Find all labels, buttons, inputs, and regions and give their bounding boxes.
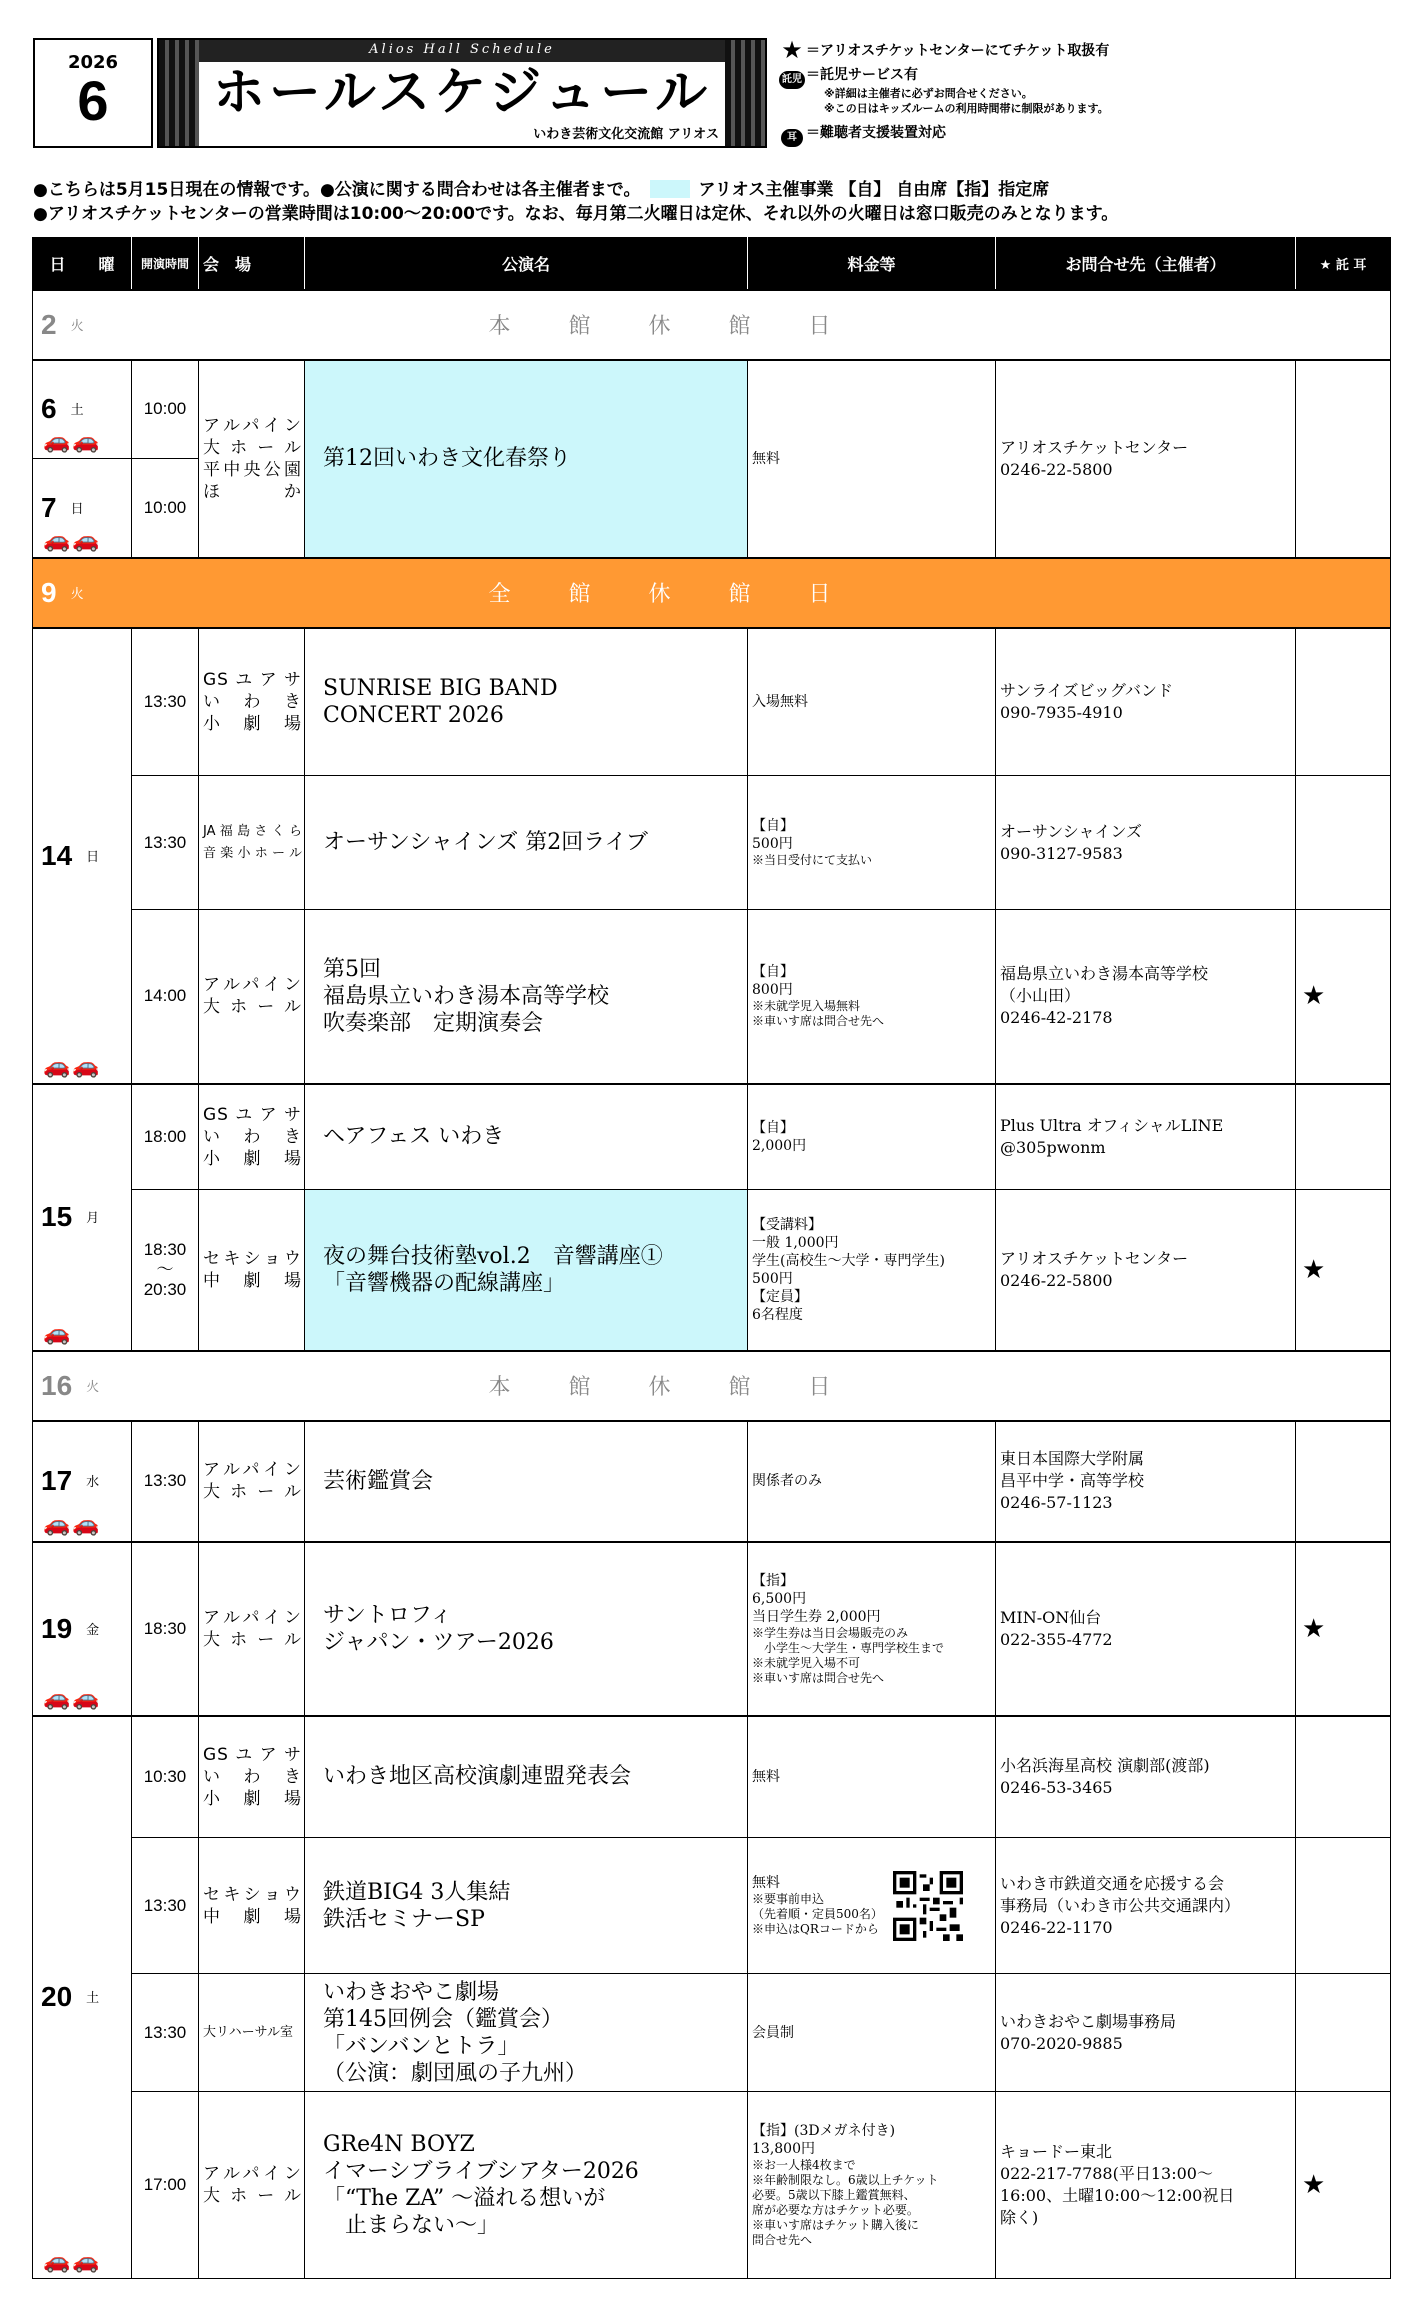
table-cell <box>132 1190 199 1351</box>
car-icon: 🚗🚗 <box>43 429 102 454</box>
text-contact-2: 0246-57-1123 <box>1000 1493 1113 1512</box>
text-price_note-1: 小学生〜大学生・専門学校生まで <box>752 1640 945 1655</box>
table-cell <box>33 558 199 628</box>
qr-code-icon[interactable] <box>893 1871 963 1941</box>
text-d17-time: 13:30 <box>132 1421 199 1542</box>
text-venue-1: いわき <box>203 1126 302 1147</box>
table-cell <box>996 1421 1296 1542</box>
text-contact-1: 昌平中学・高等学校 <box>1000 1471 1145 1490</box>
text-e15a-time: 18:00 <box>132 1084 199 1190</box>
legend-hearing-text: ＝難聴者支援装置対応 <box>806 125 946 141</box>
note-line1b: アリオス主催事業 【自】 自由席【指】指定席 <box>698 180 1050 200</box>
text-price_note-2: ※申込はQRコードから <box>752 1922 879 1936</box>
hearing-support-icon: 耳 <box>781 129 803 147</box>
table-row <box>33 1421 1391 1542</box>
text-price_note-4: ※車いす席はチケット購入後に <box>752 2218 919 2232</box>
ticket-star-icon: ★ <box>1296 2092 1391 2279</box>
table-cell <box>1296 776 1391 910</box>
table-cell <box>996 910 1296 1084</box>
banner-subtitle: いわき芸術文化交流館 アリオス <box>533 127 719 142</box>
closed-text: 本館休館日 <box>199 290 1391 360</box>
table-cell <box>305 2092 748 2279</box>
text-contact-2: 0246-42-2178 <box>1000 1008 1113 1028</box>
text-venue-0: セキショウ <box>203 1248 302 1269</box>
text-venue-1: 中劇場 <box>203 1906 302 1927</box>
text-price-5: 6名程度 <box>752 1306 803 1323</box>
table-cell <box>305 1838 748 1974</box>
text-e15a-name: ヘアフェス いわき <box>305 1084 748 1190</box>
text-contact-0: アリオスチケットセンター <box>1000 437 1189 457</box>
text-name-1: ジャパン・ツアー2026 <box>323 1629 554 1655</box>
text-venue-1: 音楽小ホール <box>203 845 302 861</box>
car-icon: 🚗🚗 <box>43 2249 102 2274</box>
text-e20a-price: 無料 <box>748 1716 996 1838</box>
table-row <box>33 290 1391 360</box>
table-cell <box>996 1716 1296 1838</box>
text-price-0: 【受講料】 <box>752 1216 822 1233</box>
text-venue-0: JA福島さくら <box>203 823 302 839</box>
car-icon: 🚗🚗 <box>43 1053 102 1079</box>
text-venue-1: 中劇場 <box>203 1270 302 1291</box>
table-cell <box>996 1190 1296 1351</box>
col-day <box>33 238 132 290</box>
header <box>33 38 1393 150</box>
text-d6-day: 6 <box>41 393 57 425</box>
table-cell <box>1296 360 1391 558</box>
text-e14a-time: 13:30 <box>132 628 199 776</box>
table-cell <box>199 776 305 910</box>
text-venue-1: 大ホール <box>203 997 302 1018</box>
text-day16-wd: 火 <box>86 1379 100 1395</box>
table-cell <box>199 1716 305 1838</box>
text-price_note-1: ※車いす席は問合せ先へ <box>752 1014 885 1029</box>
text-d20-day: 20 <box>41 1981 73 2013</box>
text-contact-0: 東日本国際大学附属 <box>1000 1449 1145 1468</box>
text-contact-1: 0246-53-3465 <box>1000 1777 1113 1797</box>
text-day2-wd: 火 <box>70 318 84 334</box>
text-price_note-0: ※未就学児入場無料 <box>752 999 861 1014</box>
table-cell <box>199 1190 305 1351</box>
text-time-2: 20:30 <box>143 1279 187 1299</box>
text-name-1: 第145回例会（鑑賞会） <box>323 2006 563 2032</box>
text-price_note-3: 席が必要な方はチケット必要。 <box>752 2203 919 2217</box>
text-columns-weekday: 曜 <box>98 254 115 274</box>
text-venue-0: GSユアサ <box>203 1104 302 1125</box>
text-e14b-price_note: ※当日受付にて支払い <box>752 853 873 867</box>
col-contact: お問合せ先（主催者） <box>996 238 1296 290</box>
text-e14a-price: 入場無料 <box>748 628 996 776</box>
text-price-2: 当日学生券 2,000円 <box>752 1608 881 1625</box>
text-name-2: 「バンバンとトラ」 <box>323 2033 520 2059</box>
text-contact-1: @305pwonm <box>1000 1137 1106 1157</box>
text-d14-wd: 日 <box>86 849 100 865</box>
car-icon: 🚗 <box>43 1320 73 1346</box>
table-cell <box>996 360 1296 558</box>
closed-text: 本館休館日 <box>199 1351 1391 1421</box>
text-venue-2: 小劇場 <box>203 713 302 734</box>
table-row <box>33 1716 1391 1838</box>
text-contact-0: アリオスチケットセンター <box>1000 1248 1189 1268</box>
childcare-icon: 託児 <box>779 71 805 89</box>
text-price_note-2: 必要。5歳以下膝上鑑賞無料、 <box>752 2188 916 2202</box>
text-venue-0: 大リハーサル室 <box>203 2024 293 2040</box>
text-e20a-time: 10:30 <box>132 1716 199 1838</box>
text-name-0: 夜の舞台技術塾vol.2 音響講座① <box>323 1243 663 1269</box>
table-header <box>33 238 1391 290</box>
col-venue: 会 場 <box>199 238 305 290</box>
text-price_note-1: ※年齢制限なし。6歳以上チケット <box>752 2173 939 2187</box>
table-cell <box>305 1542 748 1716</box>
ticket-star-icon: ★ <box>1296 1542 1391 1716</box>
table-cell <box>748 1838 996 1974</box>
text-d15-wd: 月 <box>86 1211 100 1226</box>
text-d20-wd: 土 <box>86 1991 100 2007</box>
text-columns-day: 日 <box>49 254 66 274</box>
col-marks: ★ 託 耳 <box>1296 238 1391 290</box>
table-cell <box>199 360 305 558</box>
text-contact-0: 小名浜海星高校 演劇部(渡部) <box>1000 1755 1210 1775</box>
banner-top-text: Alios Hall Schedule <box>369 42 555 57</box>
text-venue-0: アルパイン <box>203 415 302 436</box>
table-cell <box>748 2092 996 2279</box>
text-price-1: 2,000円 <box>752 1137 807 1154</box>
text-time-1: 〜 <box>156 1259 174 1279</box>
text-price_note-2: ※未就学児入場不可 <box>752 1655 861 1670</box>
text-d6-time: 10:00 <box>132 360 199 459</box>
table-cell <box>199 2092 305 2279</box>
text-contact-1: 事務局（いわき市公共交通課内） <box>1000 1895 1241 1915</box>
text-name-2: 吹奏楽部 定期演奏会 <box>323 1010 544 1036</box>
text-venue-0: アルパイン <box>203 1460 302 1480</box>
text-price_note-1: （先着順・定員500名） <box>752 1907 883 1921</box>
text-venue-0: アルパイン <box>203 1607 302 1628</box>
table-cell <box>748 1084 996 1190</box>
text-name-0: SUNRISE BIG BAND <box>323 675 558 701</box>
table-cell <box>1296 1084 1391 1190</box>
text-venue-0: GSユアサ <box>203 669 302 690</box>
text-venue-1: 大ホール <box>203 437 302 458</box>
table-cell <box>199 1974 305 2092</box>
text-price_note-5: 問合せ先へ <box>752 2233 813 2247</box>
text-name-0: サントロフィ <box>323 1602 453 1628</box>
table-cell <box>33 1421 132 1542</box>
col-price: 料金等 <box>748 238 996 290</box>
text-name-1: 鉄活セミナーSP <box>323 1906 485 1932</box>
text-day9-wd: 火 <box>70 586 84 602</box>
text-name-0: 鉄道BIG4 3人集結 <box>323 1879 511 1905</box>
table-cell <box>33 459 132 558</box>
text-d15-day: 15 <box>41 1201 73 1232</box>
text-e14c-time: 14:00 <box>132 910 199 1084</box>
table-cell <box>996 1974 1296 2092</box>
table-row <box>33 558 1391 628</box>
table-cell <box>199 1838 305 1974</box>
text-venue-2: 平中央公園 <box>203 459 302 480</box>
car-icon: 🚗🚗 <box>43 1511 102 1537</box>
text-e20a-name: いわき地区高校演劇連盟発表会 <box>305 1716 748 1838</box>
legend-child-note1: ※詳細は主催者に必ずお問合せください。 <box>824 87 1033 100</box>
text-name-3: （公演：劇団風の子九州） <box>323 2060 588 2086</box>
text-name-1: イマーシブライブシアター2026 <box>323 2159 639 2184</box>
note-line1a: ●こちらは5月15日現在の情報です。●公演に関する問合わせは各主催者まで。 <box>33 180 641 200</box>
text-price-1: 500円 <box>752 836 793 852</box>
table-row <box>33 1974 1391 2092</box>
table-cell <box>748 1542 996 1716</box>
curtain-right <box>725 40 765 146</box>
year: 2026 <box>67 52 119 73</box>
text-e20c-price: 会員制 <box>748 1974 996 2092</box>
text-contact-1: 0246-22-5800 <box>1000 1270 1113 1290</box>
table-cell <box>199 628 305 776</box>
table-cell <box>33 360 132 459</box>
text-contact-1: 022-217-7788(平日13:00〜 <box>1000 2164 1213 2183</box>
text-contact-1: 022-355-4772 <box>1000 1629 1113 1649</box>
text-d7-day: 7 <box>41 491 57 523</box>
table-cell <box>199 1421 305 1542</box>
text-name-0: いわきおやこ劇場 <box>323 1979 500 2005</box>
legend-child-note2: ※この日はキッズルームの利用時間帯に制限があります。 <box>824 102 1109 115</box>
text-d7-time: 10:00 <box>132 459 199 558</box>
text-name-2: 「“The ZA” 〜溢れる想いが <box>323 2186 606 2211</box>
text-e20d-time: 17:00 <box>132 2092 199 2279</box>
text-e20b-time: 13:30 <box>132 1838 199 1974</box>
text-price-0: 【指】(3Dメガネ付き) <box>752 2123 896 2139</box>
schedule-table <box>32 237 1391 2279</box>
text-contact-1: 090-3127-9583 <box>1000 843 1123 863</box>
table-cell <box>305 628 748 776</box>
text-contact-0: キョードー東北 <box>1000 2142 1113 2161</box>
notes <box>33 178 1118 226</box>
table-cell <box>305 910 748 1084</box>
text-e20b-price: 無料 <box>752 1875 780 1891</box>
text-contact-1: 090-7935-4910 <box>1000 702 1123 722</box>
table-cell <box>748 1190 996 1351</box>
table-cell <box>33 628 132 1084</box>
text-venue-0: GSユアサ <box>203 1744 302 1765</box>
text-price-3: 500円 <box>752 1270 793 1287</box>
table-row <box>33 360 1391 459</box>
car-icon: 🚗🚗 <box>43 1685 102 1711</box>
text-contact-0: サンライズビッグバンド <box>1000 680 1173 700</box>
text-price-4: 【定員】 <box>752 1288 808 1305</box>
table-cell <box>996 1542 1296 1716</box>
text-name-1: CONCERT 2026 <box>323 702 504 728</box>
text-contact-0: いわきおやこ劇場事務局 <box>1000 2011 1177 2031</box>
text-price_note-0: ※お一人様4枚まで <box>752 2158 856 2172</box>
text-e67-price: 無料 <box>748 360 996 558</box>
table-row <box>33 628 1391 776</box>
text-contact-1: 070-2020-9885 <box>1000 2033 1123 2053</box>
legend-star-text: ＝アリオスチケットセンターにてチケット取扱有 <box>806 43 1110 59</box>
car-icon: 🚗🚗 <box>43 527 102 553</box>
table-row <box>33 1351 1391 1421</box>
month-box <box>33 38 153 148</box>
text-price-0: 【指】 <box>752 1572 794 1589</box>
text-price-0: 【自】 <box>752 818 794 834</box>
text-price-1: 一般 1,000円 <box>752 1234 839 1251</box>
legend-child-text: ＝託児サービス有 <box>806 67 918 83</box>
text-d14-day: 14 <box>41 839 73 871</box>
text-day16-day: 16 <box>41 1369 73 1401</box>
text-price-0: 【自】 <box>752 964 794 981</box>
text-contact-0: MIN-ON仙台 <box>1000 1607 1102 1627</box>
table-cell <box>748 910 996 1084</box>
text-time-0: 18:30 <box>143 1239 187 1259</box>
table-row <box>33 1190 1391 1351</box>
text-venue-1: 大ホール <box>203 1482 302 1502</box>
text-e20c-time: 13:30 <box>132 1974 199 2092</box>
table-cell <box>305 1974 748 2092</box>
text-venue-1: 大ホール <box>203 1629 302 1650</box>
text-d17-name: 芸術鑑賞会 <box>305 1421 748 1542</box>
curtain-left <box>159 40 199 146</box>
col-name: 公演名 <box>305 238 748 290</box>
text-contact-0: いわき市鉄道交通を応援する会 <box>1000 1873 1225 1893</box>
text-price-0: 【自】 <box>752 1119 794 1136</box>
table-cell <box>748 776 996 910</box>
table-row <box>33 2092 1391 2279</box>
table-cell <box>1296 1974 1391 2092</box>
table-cell <box>199 1084 305 1190</box>
text-day9-day: 9 <box>41 576 57 608</box>
text-name-3: 止まらない〜」 <box>323 2213 500 2238</box>
text-contact-1: 0246-22-5800 <box>1000 459 1113 479</box>
text-venue-1: 大ホール <box>203 2186 302 2206</box>
table-cell <box>33 1084 132 1351</box>
text-name-1: 「音響機器の配線講座」 <box>323 1270 566 1296</box>
text-e14b-time: 13:30 <box>132 776 199 910</box>
text-venue-0: アルパイン <box>203 975 302 996</box>
col-time: 開演時間 <box>132 238 199 290</box>
text-price_note-3: ※車いす席は問合せ先へ <box>752 1670 885 1685</box>
text-day2-day: 2 <box>41 308 57 340</box>
table-cell <box>199 1542 305 1716</box>
curtain-top <box>159 40 765 62</box>
text-venue-2: 小劇場 <box>203 1148 302 1169</box>
text-d17-price: 関係者のみ <box>748 1421 996 1542</box>
legend <box>778 38 1378 144</box>
table-cell <box>33 290 199 360</box>
text-venue-1: いわき <box>203 691 302 712</box>
text-e14b-name: オーサンシャインズ 第2回ライブ <box>305 776 748 910</box>
text-price-1: 800円 <box>752 982 793 999</box>
text-price_note-0: ※要事前申込 <box>752 1892 825 1906</box>
month: 6 <box>77 69 109 132</box>
text-venue-0: セキショウ <box>203 1884 302 1905</box>
text-price-1: 13,800円 <box>752 2141 815 2157</box>
text-d19-time: 18:30 <box>132 1542 199 1716</box>
text-contact-1: （小山田） <box>1000 986 1081 1006</box>
table-cell <box>1296 1838 1391 1974</box>
note-line2: ●アリオスチケットセンターの営業時間は10:00〜20:00です。なお、毎月第二火曜日は定休、それ以外の火曜日は窓口販売のみとなります。 <box>33 204 1119 224</box>
text-d19-day: 19 <box>41 1612 73 1644</box>
table-cell <box>199 910 305 1084</box>
table-row <box>33 1838 1391 1974</box>
table-row <box>33 1084 1391 1190</box>
table-cell <box>1296 1421 1391 1542</box>
table-cell <box>996 776 1296 910</box>
text-venue-2: 小劇場 <box>203 1788 302 1809</box>
text-price_note-0: ※学生券は当日会場販売のみ <box>752 1625 909 1640</box>
table-cell <box>1296 1716 1391 1838</box>
text-contact-0: Plus Ultra オフィシャルLINE <box>1000 1115 1224 1135</box>
star-icon: ★ <box>781 36 803 64</box>
text-price-2: 学生(高校生〜大学・専門学生) <box>752 1252 945 1269</box>
table-row <box>33 776 1391 910</box>
text-name-1: 福島県立いわき湯本高等学校 <box>323 983 610 1009</box>
text-contact-3: 除く) <box>1000 2208 1039 2227</box>
table-cell <box>33 1351 199 1421</box>
table-row <box>33 1542 1391 1716</box>
text-venue-3: ほか <box>203 481 302 502</box>
text-d6-wd: 土 <box>70 403 84 419</box>
banner-title: ホールスケジュール <box>212 63 712 123</box>
text-d17-wd: 水 <box>86 1475 100 1490</box>
closed-text: 全館休館日 <box>199 558 1391 628</box>
text-price-1: 6,500円 <box>752 1590 807 1607</box>
text-name-0: 第5回 <box>323 956 381 982</box>
table-cell <box>996 1838 1296 1974</box>
text-d17-day: 17 <box>41 1465 73 1496</box>
banner-logo <box>157 38 767 148</box>
table-cell <box>33 1542 132 1716</box>
text-venue-0: アルパイン <box>203 2164 302 2184</box>
table-cell <box>305 1190 748 1351</box>
text-contact-2: 0246-22-1170 <box>1000 1917 1113 1937</box>
text-contact-2: 16:00、土曜10:00〜12:00祝日 <box>1000 2186 1235 2205</box>
table-cell <box>33 1716 132 2279</box>
text-contact-0: 福島県立いわき湯本高等学校 <box>1000 964 1209 984</box>
event-name: 第12回いわき文化春祭り <box>305 360 748 558</box>
table-cell <box>996 2092 1296 2279</box>
ticket-star-icon: ★ <box>1296 1190 1391 1351</box>
ticket-star-icon: ★ <box>1296 910 1391 1084</box>
highlight-swatch <box>650 180 690 198</box>
table-cell <box>1296 628 1391 776</box>
table-cell <box>996 628 1296 776</box>
text-contact-0: オーサンシャインズ <box>1000 821 1143 841</box>
text-d19-wd: 金 <box>86 1622 100 1638</box>
table-row <box>33 910 1391 1084</box>
text-name-0: GRe4N BOYZ <box>323 2132 475 2157</box>
table-cell <box>996 1084 1296 1190</box>
text-venue-1: いわき <box>203 1766 302 1787</box>
text-d7-wd: 日 <box>70 501 84 517</box>
